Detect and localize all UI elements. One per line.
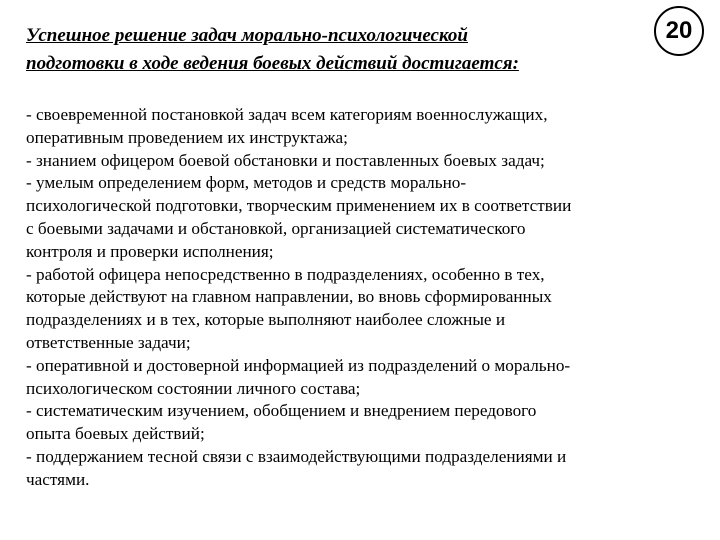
list-item-line: психологическом состоянии личного состава; [26, 378, 361, 398]
list-item-line: подразделениях и в тех, которые выполняют наиболее сложные и [26, 310, 506, 330]
list-item-line: - поддержанием тесной связи с взаимодействующими подразделениями и [26, 446, 567, 466]
list-item-line: - оперативной и достоверной информацией из подразделений о морально- [26, 355, 571, 375]
list-item [26, 400, 696, 446]
list-item-line: - знанием офицером боевой обстановки и поставленных боевых задач; [26, 150, 545, 170]
page-number: 20 [665, 17, 693, 44]
list-item [26, 150, 696, 173]
list-item-line: опыта боевых действий; [26, 424, 205, 444]
list-item-line: - своевременной постановкой задач всем категориям военнослужащих, [26, 105, 548, 124]
slide-title [26, 22, 626, 78]
list-item [26, 104, 696, 150]
list-item-line: с боевыми задачами и обстановкой, организацией систематического [26, 218, 526, 238]
list-item [26, 264, 696, 355]
list-item-line: частями. [26, 469, 90, 489]
list-item-line: - работой офицера непосредственно в подразделениях, особенно в тех, [26, 264, 545, 284]
list-item [26, 172, 696, 263]
title-line: подготовки в ходе ведения боевых действий достигается: [26, 53, 519, 74]
list-item-line: ответственные задачи; [26, 332, 191, 352]
list-item-line: контроля и проверки исполнения; [26, 241, 274, 261]
conditions-list [26, 104, 696, 492]
title-line: Успешное решение задач морально-психологической [26, 25, 468, 46]
list-item-line: - умелым определением форм, методов и средств морально- [26, 173, 467, 193]
list-item [26, 446, 696, 492]
list-item [26, 355, 696, 401]
page-number-badge [654, 6, 704, 56]
list-item-line: оперативным проведением их инструктажа; [26, 127, 348, 147]
list-item-line: которые действуют на главном направлении, во вновь сформированных [26, 287, 552, 307]
list-item-line: психологической подготовки, творческим применением их в соответствии [26, 196, 572, 216]
list-item-line: - систематическим изучением, обобщением и внедрением передового [26, 401, 537, 421]
